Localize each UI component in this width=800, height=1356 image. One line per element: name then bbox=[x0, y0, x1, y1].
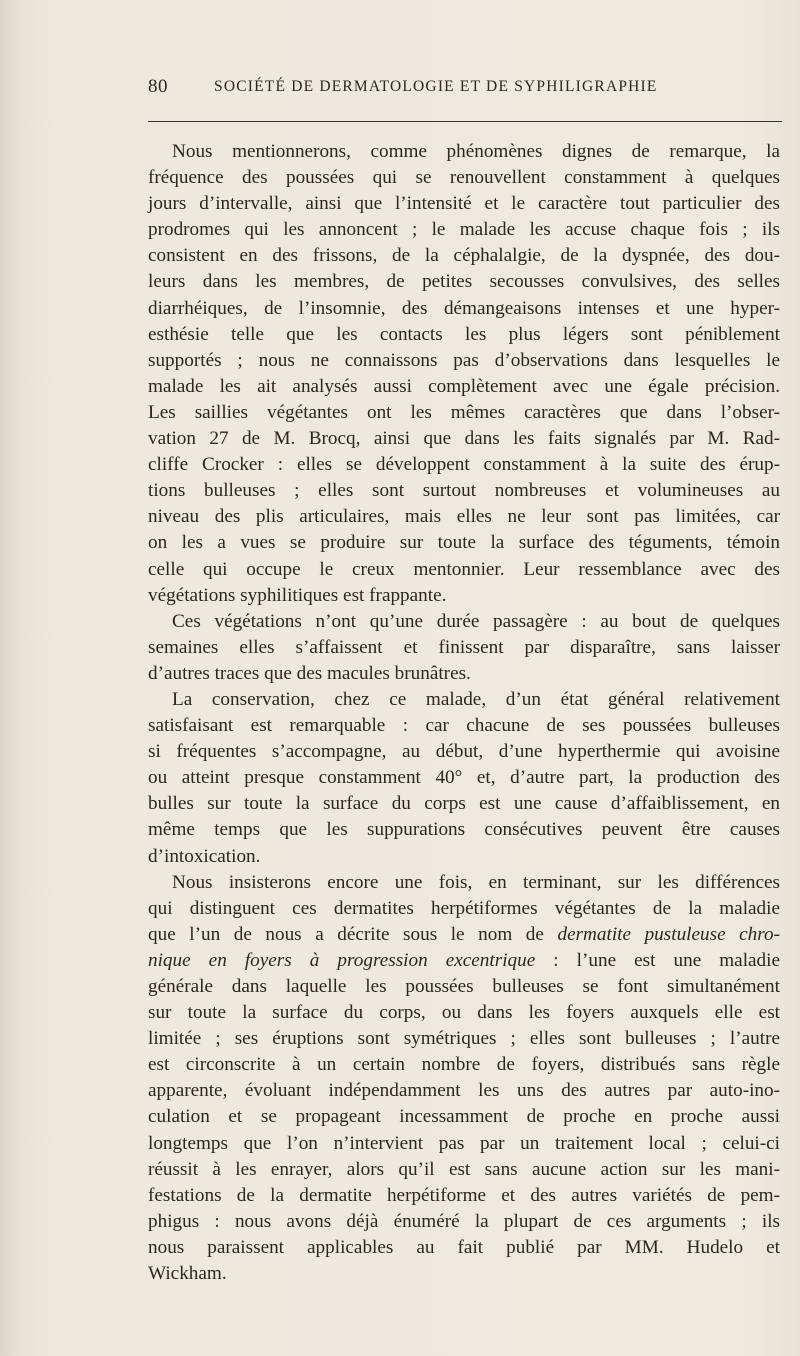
text-line: on les a vues se produire sur toute la surface des téguments, témoin bbox=[148, 532, 780, 554]
text-line: tions bulleuses ; elles sont surtout nombreuses et volumineuses au bbox=[148, 480, 780, 502]
text-line: Wickham. bbox=[148, 1263, 227, 1285]
text-line: Nous mentionnerons, comme phénomènes dignes de remarque, la bbox=[172, 141, 780, 162]
text-line: supportés ; nous ne connaissons pas d’observations dans lesquelles le bbox=[148, 349, 780, 371]
paragraph-2 bbox=[148, 609, 780, 687]
text-line: ou atteint presque constamment 40° et, d’autre part, la production des bbox=[148, 767, 780, 789]
text-line: consistent en des frissons, de la céphalalgie, de la dyspnée, des dou- bbox=[148, 245, 780, 267]
text-line: esthésie telle que les contacts les plus légers sont péniblement bbox=[148, 323, 780, 345]
italic-term: dermatite pustuleuse chro- bbox=[557, 923, 780, 945]
text-line: satisfaisant est remarquable : car chacune de ses poussées bulleuses bbox=[148, 715, 780, 737]
text-line: leurs dans les membres, de petites secousses convulsives, des selles bbox=[148, 271, 780, 293]
text-line: si fréquentes s’accompagne, au début, d’une hyperthermie qui avoisine bbox=[148, 741, 780, 763]
text-line: bulles sur toute la surface du corps est une cause d’affaiblissement, en bbox=[148, 793, 780, 815]
italic-term: nique en foyers à progression excentrique bbox=[148, 949, 536, 971]
text-line: limitée ; ses éruptions sont symétriques ; elles sont bulleuses ; l’autre bbox=[148, 1028, 780, 1050]
text-line: nous paraissent applicables au fait publié par MM. Hudelo et bbox=[148, 1236, 780, 1258]
text-line: d’autres traces que des macules brunâtres. bbox=[148, 662, 471, 684]
page-number: 80 bbox=[148, 76, 168, 97]
text-line: sur toute la surface du corps, ou dans les foyers auxquels elle est bbox=[148, 1002, 780, 1024]
text-line: vation 27 de M. Brocq, ainsi que dans les faits signalés par M. Rad- bbox=[148, 428, 780, 450]
text-line: fréquence des poussées qui se renouvellent constamment à quelques bbox=[148, 167, 780, 189]
text-line: végétations syphilitiques est frappante. bbox=[148, 584, 447, 606]
text-line: jours d’intervalle, ainsi que l’intensité et le caractère tout particulier des bbox=[148, 193, 780, 215]
text-line: Ces végétations n’ont qu’une durée passagère : au bout de quelques bbox=[172, 610, 780, 632]
text-line: apparente, évoluant indépendamment les uns des autres par auto-ino- bbox=[148, 1080, 780, 1102]
text-segment: que l’un de nous a décrite sous le nom de bbox=[148, 923, 558, 945]
text-line bbox=[148, 922, 780, 948]
text-line: La conservation, chez ce malade, d’un état général relativement bbox=[172, 688, 780, 710]
text-line: Nous insisterons encore une fois, en terminant, sur les différences bbox=[172, 871, 780, 893]
text-line: festations de la dermatite herpétiforme et des autres variétés de pem- bbox=[148, 1184, 780, 1206]
text-segment: : l’une est une maladie bbox=[535, 949, 780, 971]
text-line: prodromes qui les annoncent ; le malade les accuse chaque fois ; ils bbox=[148, 219, 780, 241]
text-line: niveau des plis articulaires, mais elles ne leur sont pas limitées, car bbox=[148, 506, 780, 528]
paragraph-4 bbox=[148, 870, 780, 1288]
body-text bbox=[148, 139, 780, 1287]
text-line: est circonscrite à un certain nombre de foyers, distribués sans règle bbox=[148, 1054, 780, 1076]
header-rule bbox=[148, 121, 782, 122]
text-line: celle qui occupe le creux mentonnier. Leur ressemblance avec des bbox=[148, 558, 780, 580]
text-line: semaines elles s’affaissent et finissent par disparaître, sans laisser bbox=[148, 636, 780, 658]
text-line: longtemps que l’on n’intervient pas par un traitement local ; celui-ci bbox=[148, 1132, 780, 1154]
paragraph-1 bbox=[148, 139, 780, 609]
text-line: culation et se propageant incessamment de proche en proche aussi bbox=[148, 1106, 780, 1128]
text-line: diarrhéiques, de l’insomnie, des démangeaisons intenses et une hyper- bbox=[148, 297, 780, 319]
text-line: réussit à les enrayer, alors qu’il est sans aucune action sur les mani- bbox=[148, 1158, 780, 1180]
text-line: phigus : nous avons déjà énuméré la plupart de ces arguments ; ils bbox=[148, 1210, 780, 1232]
text-line: d’intoxication. bbox=[148, 845, 261, 867]
text-line: malade les ait analysés aussi complètement avec une égale précision. bbox=[148, 375, 780, 397]
running-title: SOCIÉTÉ DE DERMATOLOGIE ET DE SYPHILIGRAPHIE bbox=[214, 78, 658, 95]
text-line: Les saillies végétantes ont les mêmes caractères que dans l’obser- bbox=[148, 401, 780, 423]
text-line: qui distinguent ces dermatites herpétiformes végétantes de la maladie bbox=[148, 897, 780, 919]
text-line: même temps que les suppurations consécutives peuvent être causes bbox=[148, 819, 780, 841]
text-line: cliffe Crocker : elles se développent constamment à la suite des érup- bbox=[148, 454, 780, 476]
text-line bbox=[148, 948, 780, 974]
page-header bbox=[148, 76, 780, 104]
paragraph-3 bbox=[148, 687, 780, 870]
text-line: générale dans laquelle les poussées bulleuses se font simultanément bbox=[148, 976, 780, 997]
